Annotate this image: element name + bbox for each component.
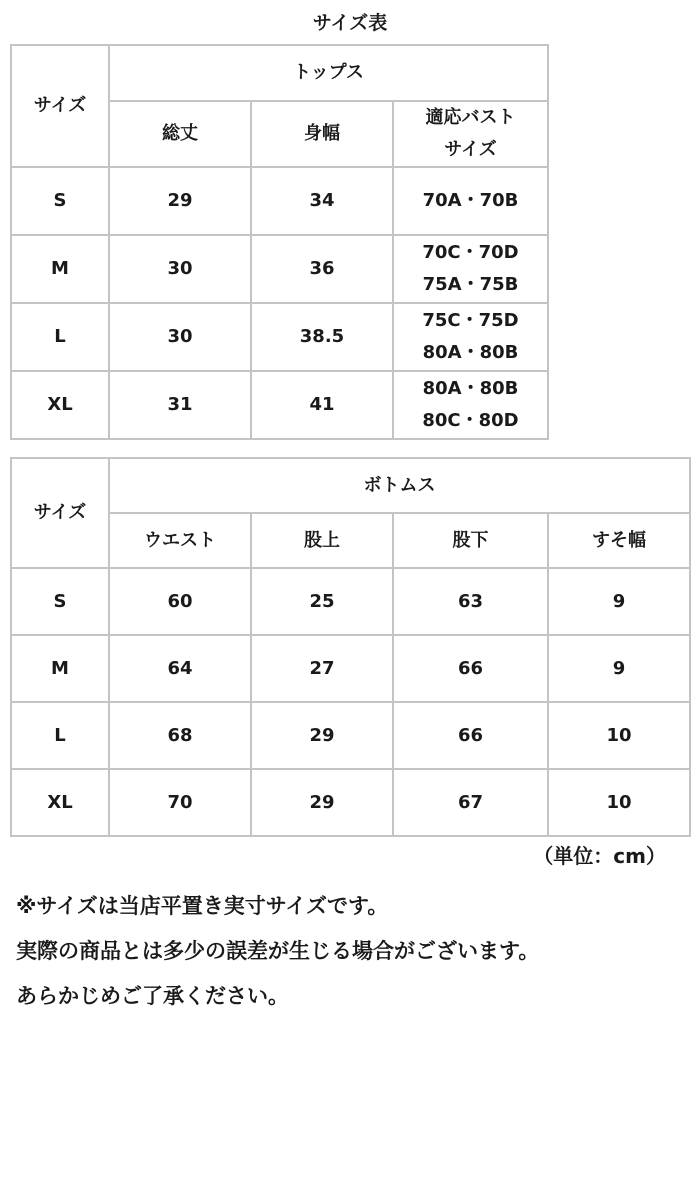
tops-length-l: 30: [109, 303, 251, 371]
tops-width-m: 36: [251, 235, 393, 303]
tops-bust-xl: [393, 371, 548, 439]
bottoms-col-waist: ウエスト: [109, 513, 251, 568]
bottoms-size-s: S: [11, 568, 109, 635]
page-title: サイズ表: [312, 12, 388, 34]
bottoms-size-header: サイズ: [11, 458, 109, 568]
note-line-3: あらかじめご了承ください。: [16, 984, 289, 1008]
tops-group-header: トップス: [109, 45, 548, 101]
tops-width-s: 34: [251, 167, 393, 235]
bottoms-inseam-l: 66: [393, 702, 548, 769]
bottoms-waist-m: 64: [109, 635, 251, 702]
bottoms-inseam-m: 66: [393, 635, 548, 702]
note-line-2: 実際の商品とは多少の誤差が生じる場合がございます。: [16, 939, 540, 963]
tops-size-l: L: [11, 303, 109, 371]
bottoms-size-l: L: [11, 702, 109, 769]
bottoms-col-rise: 股上: [251, 513, 393, 568]
tops-bust-l: [393, 303, 548, 371]
bottoms-hem-s: 9: [548, 568, 690, 635]
tops-width-xl: 41: [251, 371, 393, 439]
bottoms-rise-xl: 29: [251, 769, 393, 836]
tops-size-header: サイズ: [11, 45, 109, 167]
bottoms-hem-l: 10: [548, 702, 690, 769]
bottoms-waist-s: 60: [109, 568, 251, 635]
unit-note: （単位：cm）: [533, 844, 666, 868]
tops-bust-s: [393, 167, 548, 235]
bottoms-col-hem: すそ幅: [548, 513, 690, 568]
tops-col-bust: 適応バスト サイズ: [393, 101, 548, 167]
tops-length-s: 29: [109, 167, 251, 235]
bottoms-inseam-xl: 67: [393, 769, 548, 836]
bottoms-group-header: ボトムス: [109, 458, 690, 513]
bottoms-size-m: M: [11, 635, 109, 702]
notes: [16, 884, 696, 1019]
bottoms-size-xl: XL: [11, 769, 109, 836]
bottoms-rise-s: 25: [251, 568, 393, 635]
tops-bust-m-line-2: 75A・75B: [422, 274, 519, 295]
tops-bust-m-line-1: 70C・70D: [422, 242, 519, 263]
bottoms-col-inseam: 股下: [393, 513, 548, 568]
note-line-1: ※サイズは当店平置き実寸サイズです。: [16, 894, 389, 918]
bottoms-rise-l: 29: [251, 702, 393, 769]
bottoms-rise-m: 27: [251, 635, 393, 702]
tops-size-s: S: [11, 167, 109, 235]
tops-size-m: M: [11, 235, 109, 303]
tops-length-m: 30: [109, 235, 251, 303]
bottoms-waist-xl: 70: [109, 769, 251, 836]
bottoms-hem-m: 9: [548, 635, 690, 702]
tops-bust-xl-line-1: 80A・80B: [422, 378, 519, 399]
tops-size-table: [10, 44, 549, 440]
tops-col-width: 身幅: [251, 101, 393, 167]
bottoms-inseam-s: 63: [393, 568, 548, 635]
bottoms-size-table: [10, 457, 691, 837]
tops-width-l: 38.5: [251, 303, 393, 371]
tops-col-length: 総丈: [109, 101, 251, 167]
tops-bust-l-line-1: 75C・75D: [422, 310, 519, 331]
tops-bust-m: [393, 235, 548, 303]
tops-bust-l-line-2: 80A・80B: [422, 342, 519, 363]
bottoms-hem-xl: 10: [548, 769, 690, 836]
bottoms-waist-l: 68: [109, 702, 251, 769]
tops-size-xl: XL: [11, 371, 109, 439]
tops-bust-xl-line-2: 80C・80D: [422, 410, 519, 431]
tops-bust-s-line-1: 70A・70B: [422, 190, 519, 211]
tops-length-xl: 31: [109, 371, 251, 439]
